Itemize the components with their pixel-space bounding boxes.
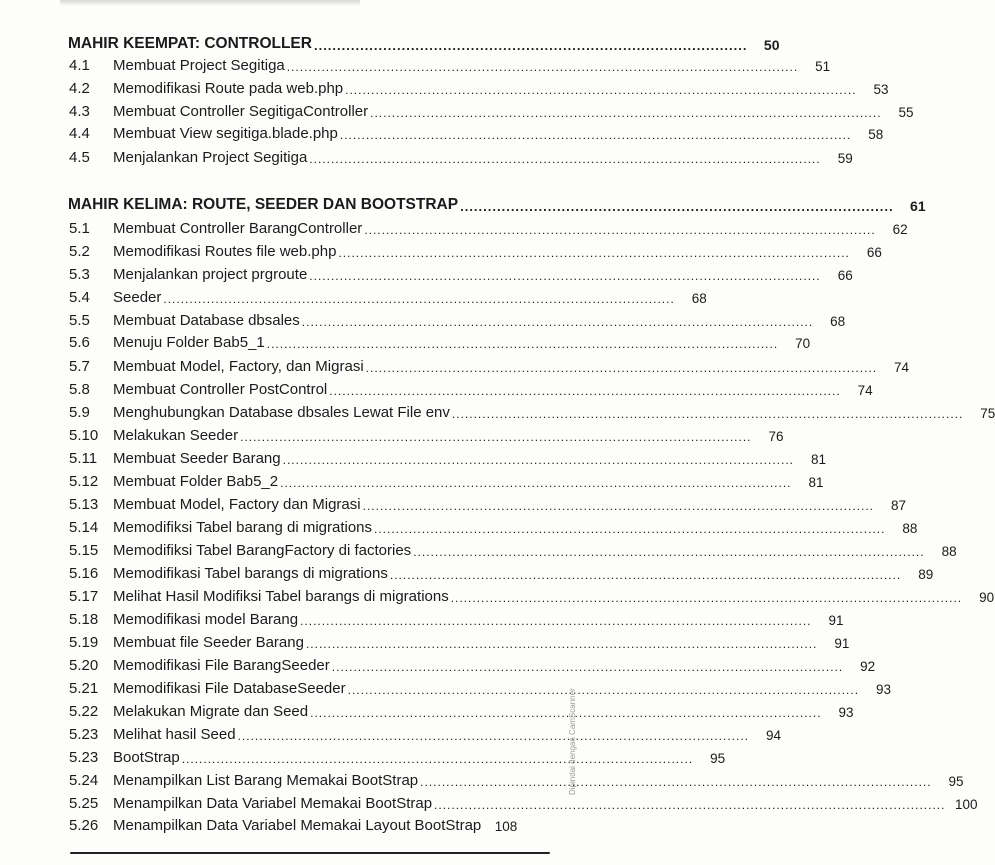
dot-leader: ...................................................................................................................... [338,246,850,260]
section-page-number: 66 [866,245,882,260]
toc-entry [69,447,827,467]
section-number: 5.14 [69,519,99,536]
dot-leader: ...................................................................................................................... [240,430,752,444]
section-number: 5.9 [69,404,90,421]
dot-leader: .............................................................................................. [460,199,894,214]
page-edge-shadow [60,0,360,6]
chapter-title: MAHIR KEEMPAT: CONTROLLER [68,35,312,52]
section-number: 4.3 [69,103,90,120]
section-title: Membuat Controller SegitigaController [113,103,369,120]
toc-entry [69,677,892,697]
dot-leader: ...................................................................................................................... [329,384,841,398]
scanner-watermark: Dipindai dengan CamScanner [568,688,577,795]
section-number: 5.23 [69,726,99,743]
footer-rule [70,852,550,854]
dot-leader: ...................................................................................................................... [451,407,964,421]
dot-leader: ...................................................................................................................... [370,106,882,120]
dot-leader: ...................................................................................................................... [310,706,822,720]
dot-leader: ...................................................................................................................... [266,337,779,351]
section-title: Memodifikasi File DatabaseSeeder [113,680,346,697]
toc-entry [69,331,811,351]
dot-leader: ...................................................................................................................... [365,361,878,375]
section-page-number: 89 [918,567,934,582]
section-number: 5.7 [69,358,90,375]
section-page-number: 92 [860,659,876,674]
toc-entry [69,54,831,74]
section-title: Melihat hasil Seed [113,726,236,743]
toc-entry [69,77,889,97]
toc-entry [69,608,844,628]
section-page-number: 87 [891,498,907,513]
section-number: 5.13 [69,496,99,513]
section-page-number: 55 [898,105,914,120]
section-page-number: 70 [795,336,811,351]
section-title: Memodifikasi Routes file web.php [113,243,337,260]
toc-entry [69,470,824,490]
toc-entry [69,700,854,720]
section-page-number: 74 [894,360,910,375]
section-page-number: 58 [868,127,884,142]
toc-entry [69,309,846,329]
section-title: Membuat Model, Factory dan Migrasi [113,496,361,513]
toc-entry [69,723,781,743]
toc-entry [69,769,964,789]
dot-leader: ...................................................................................................................... [286,60,799,74]
toc-entry [69,122,884,142]
section-number: 5.5 [69,312,90,329]
section-page-number: 62 [892,222,908,237]
toc-entry [69,401,995,421]
section-page-number: 68 [691,291,707,306]
toc-entry [69,746,726,766]
toc-entry [69,424,784,444]
section-page-number: 74 [857,383,873,398]
toc-entry [69,585,995,605]
section-number: 4.5 [69,149,90,166]
section-number: 5.26 [69,817,99,834]
toc-entry [69,654,876,674]
dot-leader: ...................................................................................................................... [420,775,932,789]
section-number: 5.1 [69,220,90,237]
section-page-number: 94 [765,728,781,743]
section-number: 5.2 [69,243,90,260]
section-title: BootStrap [113,749,180,766]
section-title: Membuat Controller BarangController [113,220,363,237]
section-title: Membuat Project Segitiga [113,57,285,74]
section-title: Membuat Model, Factory, dan Migrasi [113,358,364,375]
toc-entry [69,539,957,559]
dot-leader: ...................................................................................................................... [450,591,963,605]
section-page-number: 95 [948,774,964,789]
dot-leader: ...................................................................................................................... [362,499,875,513]
section-title: Membuat file Seeder Barang [113,634,304,651]
dot-leader: ...................................................................................................................... [389,568,902,582]
section-number: 5.16 [69,565,99,582]
section-title: Menampilkan Data Variabel Memakai Layout BootStrap [113,817,482,834]
section-title: Menampilkan Data Variabel Memakai BootStrap [113,795,433,812]
section-title: Membuat Seeder Barang [113,450,281,467]
section-page-number: 91 [828,613,844,628]
section-page-number: 66 [837,268,853,283]
section-number: 4.2 [69,80,90,97]
toc-entry [69,516,918,536]
chapter-page-number: 50 [763,37,780,53]
section-number: 5.8 [69,381,90,398]
section-title: Membuat View segitiga.blade.php [113,125,338,142]
toc-entry [69,355,910,375]
section-page-number: 75 [980,406,995,421]
section-title: Melakukan Migrate dan Seed [113,703,309,720]
toc-entry [69,100,914,120]
dot-leader: ...................................................................................................................... [374,522,886,536]
dot-leader: ...................................................................................................................... [413,545,925,559]
section-title: Menjalankan Project Segitiga [113,149,308,166]
section-title: Membuat Folder Bab5_2 [113,473,279,490]
dot-leader: ...................................................................................................................... [181,752,694,766]
section-title: Memodifiksi Tabel BarangFactory di factories [113,542,412,559]
section-page-number: 81 [811,452,827,467]
toc-entry [69,146,853,166]
section-page-number: 88 [902,521,918,536]
section-number: 5.24 [69,772,99,789]
chapter-page-number: 61 [910,198,926,214]
section-page-number: 53 [873,82,889,97]
section-number: 5.12 [69,473,99,490]
toc-entry [69,562,934,582]
section-title: Menampilkan List Barang Memakai BootStrap [113,772,419,789]
section-page-number: 95 [710,751,726,766]
dot-leader: .............................................................................................. [313,38,748,53]
chapter-heading-4 [68,33,780,53]
dot-leader: ...................................................................................................................... [282,453,795,467]
dot-leader: ...................................................................................................................... [331,660,844,674]
section-title: Membuat Controller PostControl [113,381,328,398]
dot-leader: ...................................................................................................................... [163,292,675,306]
section-number: 5.6 [69,334,90,351]
section-title: Menuju Folder Bab5_1 [113,334,265,351]
toc-entry [69,493,907,513]
section-number: 5.4 [69,289,90,306]
dot-leader: ...................................................................................................................... [300,614,812,628]
section-title: Membuat Database dbsales [113,312,300,329]
toc-entry [69,378,873,398]
section-title: Melakukan Seeder [113,427,239,444]
section-title: Memodifikasi model Barang [113,611,299,628]
toc-entry [69,217,908,237]
section-number: 5.21 [69,680,99,697]
section-title: Seeder [113,289,162,306]
dot-leader: ...................................................................................................................... [305,637,818,651]
toc-entry [69,814,548,834]
dot-leader: ...................................................................................................................... [309,269,821,283]
section-page-number: 93 [876,682,892,697]
section-page-number: 90 [979,590,995,605]
section-number: 4.4 [69,125,90,142]
dot-leader: ...................................................................................................................... [347,683,860,697]
section-number: 5.10 [69,427,99,444]
dot-leader: ...................................................................................................................... [237,729,749,743]
section-number: 5.22 [69,703,99,720]
section-title: Memodifikasi Route pada web.php [113,80,344,97]
section-title: Menghubungkan Database dbsales Lewat File env [113,404,450,421]
section-number: 5.19 [69,634,99,651]
section-page-number: 88 [941,544,957,559]
section-page-number: 68 [830,314,846,329]
section-page-number: 76 [768,429,784,444]
dot-leader: ...................................................................................................................... [339,128,852,142]
section-number: 5.23 [69,749,99,766]
dot-leader: ...................................................................................................................... [364,223,876,237]
section-number: 4.1 [69,57,90,74]
section-page-number: 91 [834,636,850,651]
dot-leader: ...................................................................................................................... [301,315,814,329]
dot-leader: ...................................................................................................................... [309,152,821,166]
section-page-number: 51 [815,59,831,74]
dot-leader: ...................................................................................................................... [345,83,857,97]
toc-entry [69,286,707,306]
section-page-number: 100 [954,797,978,812]
dot-leader: ...................................................................................................................... [280,476,792,490]
toc-entry [69,263,853,283]
section-title: Memodifikasi File BarangSeeder [113,657,330,674]
section-page-number: 93 [838,705,854,720]
chapter-heading-5 [68,194,926,214]
chapter-title: MAHIR KELIMA: ROUTE, SEEDER DAN BOOTSTRAP [68,196,459,213]
toc-entry [69,631,850,651]
section-number: 5.15 [69,542,99,559]
section-page-number: 81 [808,475,824,490]
toc-entry [69,240,882,260]
toc-entry [69,792,978,812]
section-number: 5.25 [69,795,99,812]
dot-leader: ...................................................................................................................... [434,798,946,812]
section-number: 5.3 [69,266,90,283]
section-page-number: 108 [494,819,518,834]
section-number: 5.11 [69,450,98,467]
section-number: 5.18 [69,611,99,628]
section-title: Menjalankan project prgroute [113,266,308,283]
section-page-number: 59 [837,151,853,166]
section-number: 5.20 [69,657,99,674]
section-title: Memodifikasi Tabel barangs di migrations [113,565,388,582]
section-title: Melihat Hasil Modifiksi Tabel barangs di migrations [113,588,449,605]
section-title: Memodifiksi Tabel barang di migrations [113,519,373,536]
section-number: 5.17 [69,588,99,605]
